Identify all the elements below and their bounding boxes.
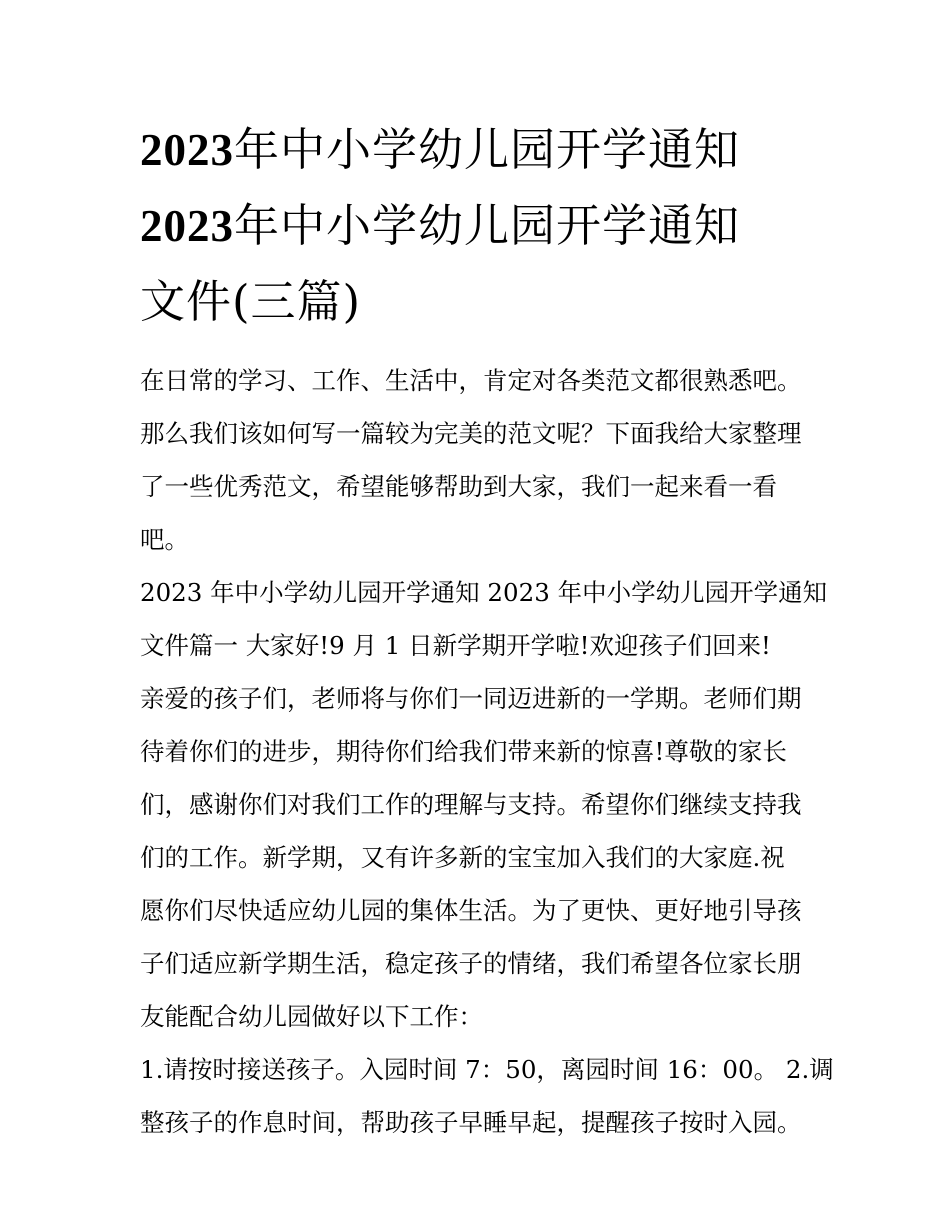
text-line: 愿你们尽快适应幼儿园的集体生活。为了更快、更好地引导孩 [140, 896, 802, 925]
title-year: 2023 [140, 201, 234, 251]
text-line: 子们适应新学期生活，稳定孩子的情绪，我们希望各位家长朋 [140, 949, 802, 978]
title-line [140, 264, 820, 340]
text-line: 2023 年中小学幼儿园开学通知 2023 年中小学幼儿园开学通知 [140, 578, 828, 607]
document-content [140, 112, 834, 1149]
title-text: 年中小学幼儿园开学通知 [234, 199, 741, 252]
title-line [140, 112, 820, 188]
text-line: 那么我们该如何写一篇较为完美的范文呢？下面我给大家整理 [140, 419, 802, 448]
section-heading-paragraph [140, 566, 828, 672]
text-line: 们的工作。新学期，又有许多新的宝宝加入我们的大家庭.祝 [140, 843, 785, 872]
text-line: 们，感谢你们对我们工作的理解与支持。希望你们继续支持我 [140, 790, 802, 819]
text-line: 在日常的学习、工作、生活中，肯定对各类范文都很熟悉吧。 [140, 366, 802, 395]
text-line: 文件篇一 大家好!9 月 1 日新学期开学啦!欢迎孩子们回来! [140, 631, 771, 660]
text-line: 友能配合幼儿园做好以下工作： [140, 1002, 483, 1031]
document-title [140, 112, 820, 340]
text-line: 亲爱的孩子们，老师将与你们一同迈进新的一学期。老师们期 [140, 684, 802, 713]
title-text: 年中小学幼儿园开学通知 [234, 123, 741, 176]
title-text: 文件(三篇) [140, 275, 362, 328]
text-line: 吧。 [140, 525, 189, 554]
text-line: 了一些优秀范文，希望能够帮助到大家，我们一起来看一看 [140, 472, 777, 501]
intro-paragraph [140, 354, 820, 566]
text-line: 1.请按时接送孩子。入园时间 7：50，离园时间 16：00。 2.调 [140, 1055, 834, 1084]
text-line: 待着你们的进步，期待你们给我们带来新的惊喜!尊敬的家长 [140, 737, 787, 766]
text-line: 整孩子的作息时间，帮助孩子早睡早起，提醒孩子按时入园。 [140, 1108, 802, 1137]
title-line [140, 188, 820, 264]
title-year: 2023 [140, 125, 234, 175]
body-paragraph [140, 672, 820, 1043]
list-paragraph [140, 1043, 834, 1149]
